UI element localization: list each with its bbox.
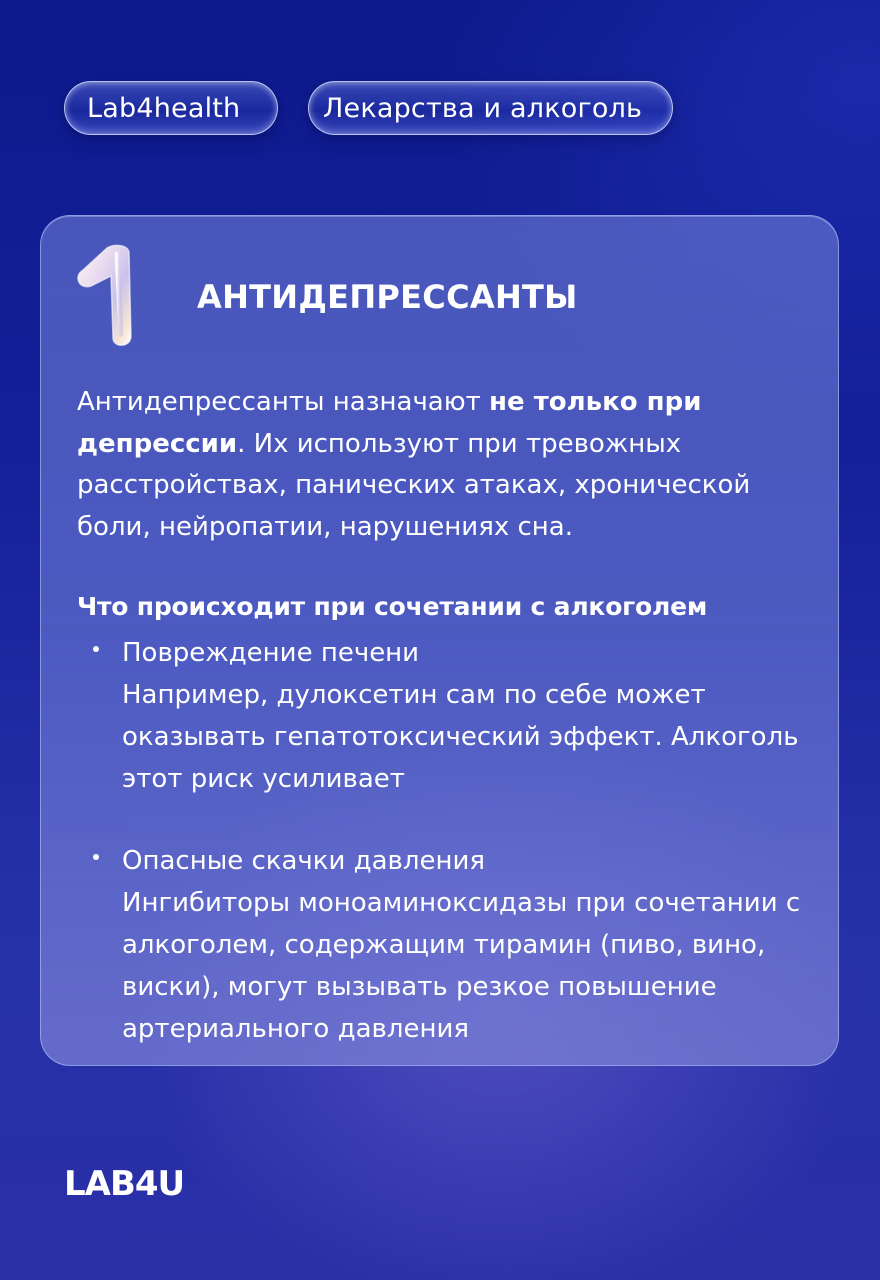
intro-text-end: . Их используют при тревожных расстройствах, панических атаках, хронической боли, нейропатии, нарушениях сна. xyxy=(77,428,751,542)
item-heading: Повреждение печени xyxy=(122,638,420,668)
bullet-icon xyxy=(93,646,99,652)
section-heading: Что происходит при сочетании с алкоголем xyxy=(77,592,708,621)
item-heading: Опасные скачки давления xyxy=(122,846,486,876)
list-item xyxy=(41,632,840,800)
intro-paragraph xyxy=(77,382,817,548)
list-item xyxy=(41,840,840,1050)
bullet-icon xyxy=(93,854,99,860)
item-body: Например, дулоксетин сам по себе может оказывать гепатотоксический эффект. Алкоголь этот риск усиливает xyxy=(122,680,799,794)
tag-list xyxy=(64,81,673,135)
effects-list xyxy=(41,632,840,1090)
card-title: АНТИДЕПРЕССАНТЫ xyxy=(197,278,578,316)
tag-drugs-and-alcohol[interactable]: Лекарства и алкоголь xyxy=(308,81,673,135)
tag-lab4health[interactable]: Lab4health xyxy=(64,81,278,135)
item-body: Ингибиторы моноаминоксидазы при сочетании с алкоголем, содержащим тирамин (пиво, вино, виски), могут вызывать резкое повышение артериального давления xyxy=(122,888,801,1044)
brand-logo: LAB4U xyxy=(64,1164,185,1204)
intro-text-start: Антидепрессанты назначают xyxy=(77,387,490,417)
intro-bold-text: не только при депрессии xyxy=(77,387,702,459)
info-card xyxy=(40,215,839,1066)
number-one-glyph xyxy=(69,240,159,352)
